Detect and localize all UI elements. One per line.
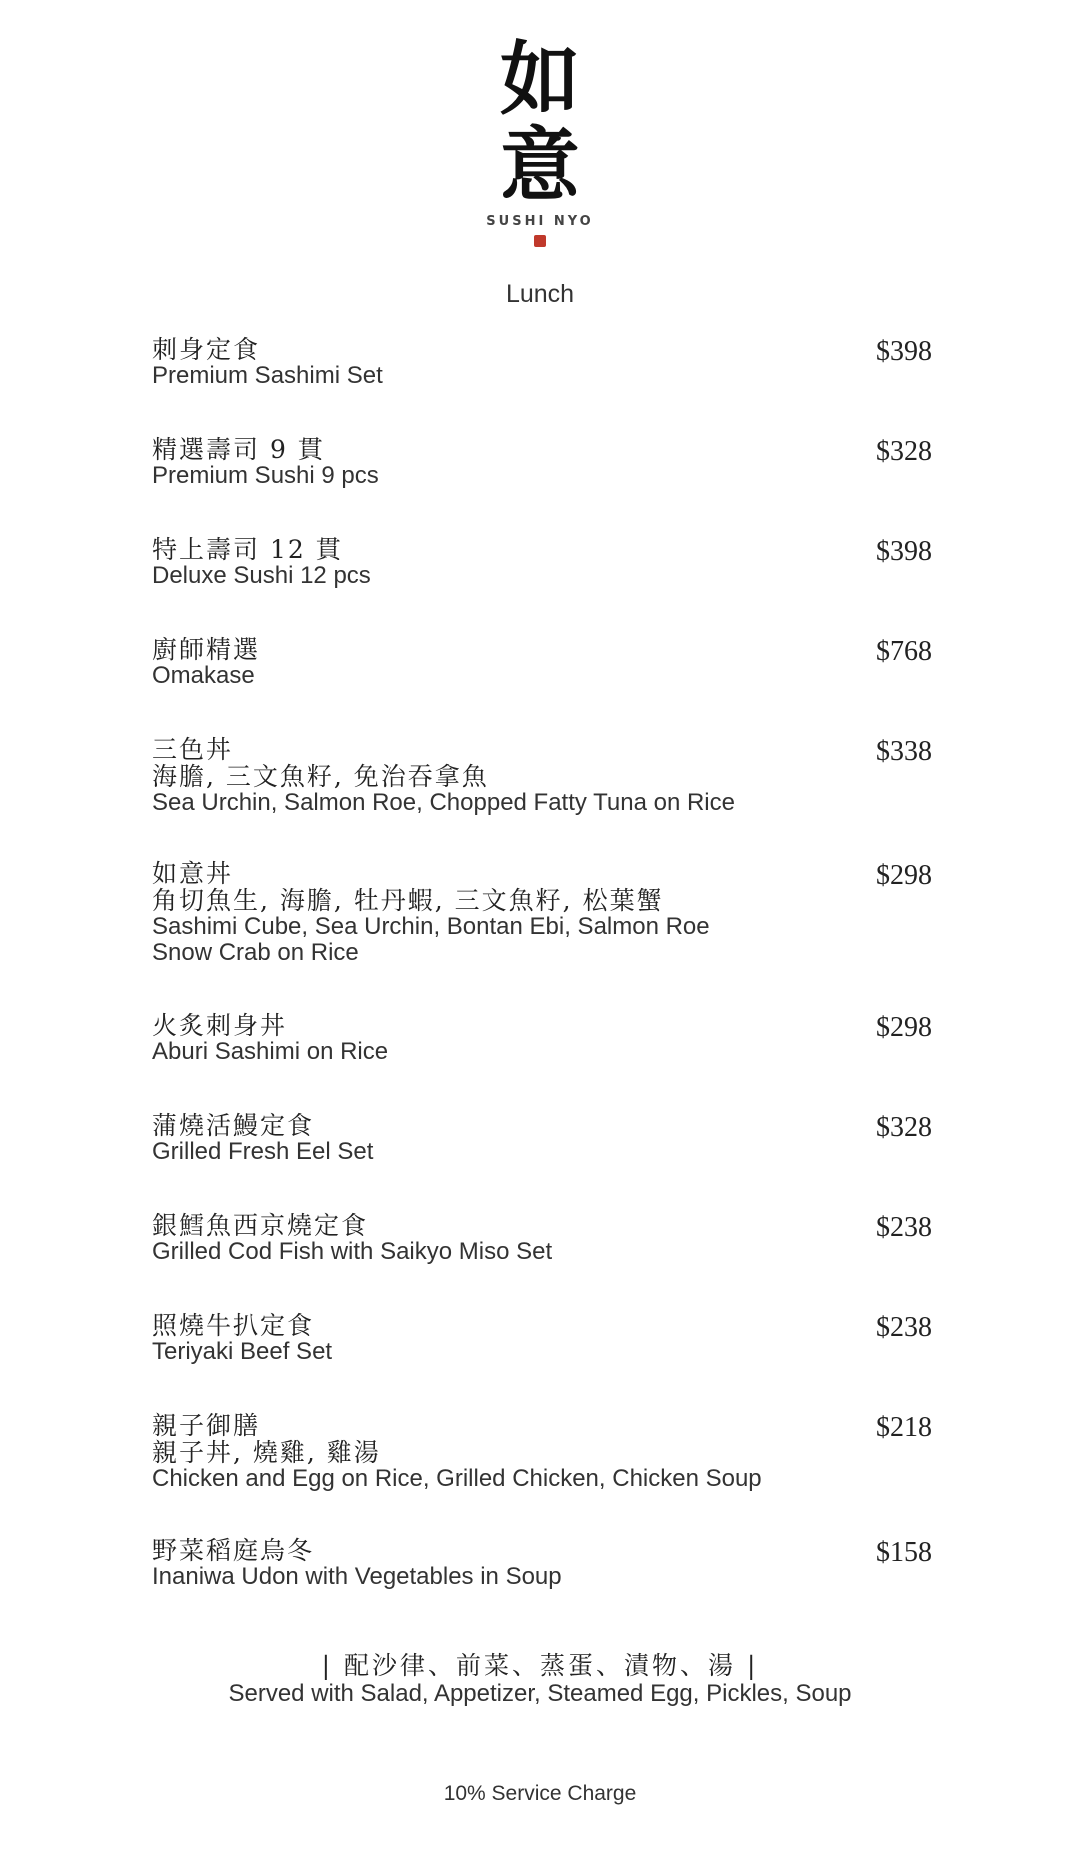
item-name-en: Premium Sashimi Set <box>152 362 383 389</box>
item-name-zh: 如意丼 <box>152 859 234 888</box>
seal-icon <box>534 235 546 247</box>
item-ingredients-zh: 角切魚生, 海膽, 牡丹蝦, 三文魚籽, 松葉蟹 <box>152 886 664 915</box>
section-title: Lunch <box>505 280 575 308</box>
item-name-en: Sashimi Cube, Sea Urchin, Bontan Ebi, Salmon Roe <box>152 913 710 940</box>
item-name-en: Teriyaki Beef Set <box>152 1338 333 1365</box>
item-price: $238 <box>876 1212 932 1243</box>
item-name-en: Omakase <box>152 662 255 689</box>
item-price: $238 <box>876 1312 932 1343</box>
served-with-en: Served with Salad, Appetizer, Steamed Egg, Pickles, Soup <box>228 1680 852 1707</box>
item-price: $338 <box>876 736 932 767</box>
item-name-zh: 廚師精選 <box>152 635 261 664</box>
menu-item <box>152 536 932 589</box>
item-price: $328 <box>876 436 932 467</box>
menu-item <box>152 1312 932 1365</box>
item-name-en: Inaniwa Udon with Vegetables in Soup <box>152 1563 562 1590</box>
item-name-zh: 照燒牛扒定食 <box>152 1311 315 1340</box>
menu-item <box>152 336 932 389</box>
menu-item <box>152 436 932 489</box>
menu-item <box>152 860 932 966</box>
menu-item <box>152 736 932 816</box>
item-price: $158 <box>876 1537 932 1568</box>
item-name-en: Premium Sushi 9 pcs <box>152 462 379 489</box>
menu-item <box>152 1012 932 1065</box>
item-name-zh: 特上壽司 12 貫 <box>152 535 343 564</box>
menu-item <box>152 1537 932 1590</box>
item-name-zh: 精選壽司 9 貫 <box>152 435 325 464</box>
item-name-zh: 三色丼 <box>152 735 234 764</box>
item-ingredients-zh: 海膽, 三文魚籽, 免治吞拿魚 <box>152 762 489 791</box>
menu-item <box>152 1412 932 1492</box>
item-price: $398 <box>876 536 932 567</box>
item-name-en: Deluxe Sushi 12 pcs <box>152 562 371 589</box>
served-with-zh: | 配沙律、前菜、蒸蛋、漬物、湯 | <box>321 1651 759 1680</box>
served-with-note <box>0 1652 1080 1708</box>
menu-item <box>152 1112 932 1165</box>
item-price: $398 <box>876 336 932 367</box>
item-price: $328 <box>876 1112 932 1143</box>
item-name-zh: 蒲燒活鰻定食 <box>152 1111 315 1140</box>
item-price: $218 <box>876 1412 932 1443</box>
item-name-en: Chicken and Egg on Rice, Grilled Chicken, Chicken Soup <box>152 1465 762 1492</box>
item-name-zh: 銀鱈魚西京燒定食 <box>152 1211 369 1240</box>
logo-character-1: 如 <box>500 32 580 126</box>
item-name-zh: 野菜稻庭烏冬 <box>152 1536 315 1565</box>
logo-brand-name: SUSHI NYO <box>486 214 594 229</box>
item-name-zh: 刺身定食 <box>152 335 261 364</box>
logo-character-2: 意 <box>500 118 580 212</box>
item-name-zh: 親子御膳 <box>152 1411 261 1440</box>
service-charge-note: 10% Service Charge <box>443 1782 637 1805</box>
item-name-en: Aburi Sashimi on Rice <box>152 1038 389 1065</box>
item-price: $298 <box>876 1012 932 1043</box>
menu-item <box>152 1212 932 1265</box>
menu-item <box>152 636 932 689</box>
item-ingredients-zh: 親子丼, 燒雞, 雞湯 <box>152 1438 381 1467</box>
item-price: $768 <box>876 636 932 667</box>
item-name-en: Grilled Cod Fish with Saikyo Miso Set <box>152 1238 553 1265</box>
item-name-en: Grilled Fresh Eel Set <box>152 1138 374 1165</box>
item-price: $298 <box>876 860 932 891</box>
item-name-en-line2: Snow Crab on Rice <box>152 939 359 966</box>
item-name-zh: 火炙刺身丼 <box>152 1011 288 1040</box>
item-name-en: Sea Urchin, Salmon Roe, Chopped Fatty Tuna on Rice <box>152 789 735 816</box>
restaurant-logo <box>0 32 1080 252</box>
